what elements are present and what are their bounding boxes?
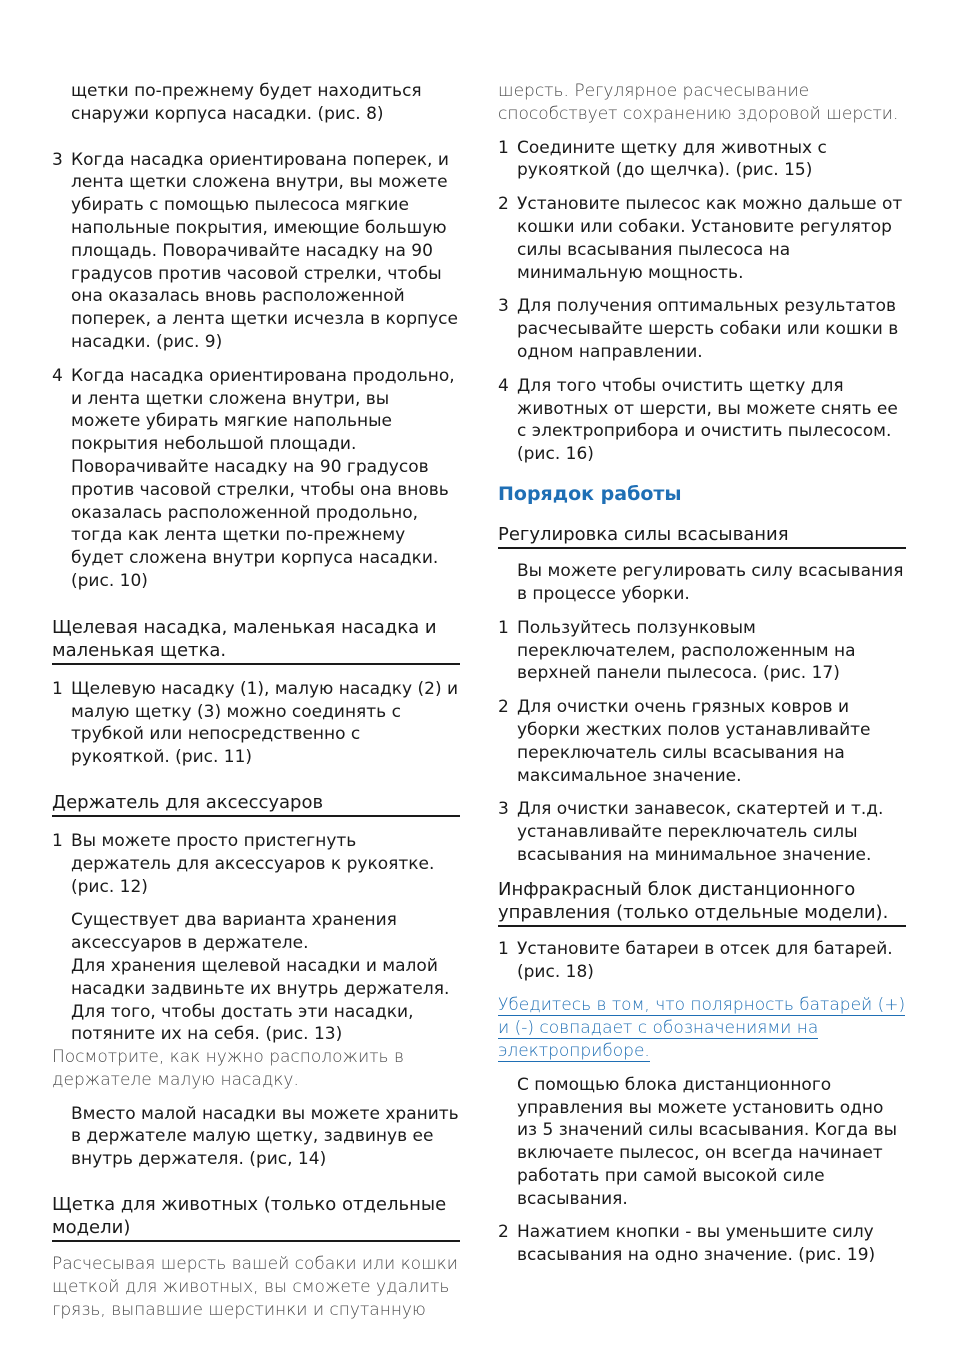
- step-number: 4: [52, 365, 63, 386]
- step-1: [52, 830, 460, 898]
- left-column: [52, 80, 460, 1321]
- step-4: [52, 365, 460, 593]
- step-2: [498, 696, 906, 787]
- info-paragraph: Посмотрите, как нужно расположить в держателе малую насадку.: [52, 1047, 404, 1090]
- paragraph: Вместо малой насадки вы можете хранить в держателе малую щетку, задвинув ее внутрь держателя. (рис, 14): [71, 1103, 459, 1170]
- step-text: Для очистки занавесок, скатертей и т.д. устанавливайте переключатель силы всасывания на минимальное значение.: [517, 799, 884, 865]
- subheading-accessory-holder: Держатель для аксессуаров: [52, 791, 460, 817]
- step-text: Соедините щетку для животных с рукояткой (до щелчка). (рис. 15): [517, 137, 827, 181]
- step-number: 2: [498, 697, 509, 718]
- subheading-crevice-nozzle: Щелевая насадка, маленькая насадка и маленькая щетка.: [52, 616, 460, 665]
- step-text: Когда насадка ориентирована поперек, и лента щетки сложена внутри, вы можете убирать с помощью пылесоса мягкие напольные покрытия, имеющие большую площадь. Поворачивайте насадку на 90 градусов против часовой стрелки, чтобы она оказалась вновь расположенной поперек, а лента щетки исчезла в корпусе насадки. (рис. 9): [71, 149, 458, 352]
- step-3: [498, 798, 906, 866]
- step-4: [498, 375, 906, 465]
- step-3: [52, 149, 460, 354]
- step-number: 3: [52, 149, 63, 170]
- step-1: [498, 617, 906, 685]
- subheading-suction-power: Регулировка силы всасывания: [498, 523, 906, 549]
- step-text: Установите пылесос как можно дальше от кошки или собаки. Установите регулятор силы всасывания пылесоса на минимальную мощность.: [517, 194, 903, 283]
- info-paragraph: шерсть. Регулярное расчесывание способствует сохранению здоровой шерсти.: [498, 81, 899, 124]
- step-2: [498, 193, 906, 284]
- subheading-pet-brush: Щетка для животных (только отдельные модели): [52, 1193, 460, 1242]
- step-number: 1: [498, 137, 509, 158]
- step-number: 2: [498, 194, 509, 215]
- subheading-remote-control: Инфракрасный блок дистанционного управления (только отдельные модели).: [498, 878, 906, 927]
- step-2: [498, 1221, 906, 1267]
- step-number: 3: [498, 296, 509, 317]
- step-text: Вы можете просто пристегнуть держатель для аксессуаров к рукоятке. (рис. 12): [71, 830, 435, 897]
- step-number: 2: [498, 1222, 509, 1243]
- step-text: Нажатием кнопки - вы уменьшите силу всасывания на одно значение. (рис. 19): [517, 1222, 876, 1266]
- step-text-clipped: (рис. 16): [517, 444, 594, 465]
- note-text: Убедитесь в том, что полярность батарей (+) и (-) совпадает с обозначениями на электроприборе.: [498, 995, 906, 1061]
- step-number: 1: [498, 938, 509, 959]
- step-text: Щелевую насадку (1), малую насадку (2) и малую щетку (3) можно соединять с трубкой или непосредственно с рукояткой. (рис. 11): [71, 678, 459, 768]
- step-text: Для очистки очень грязных ковров и уборки жестких полов устанавливайте переключатель силы всасывания на максимальное значение.: [517, 697, 871, 786]
- step-text: Установите батареи в отсек для батарей. (рис. 18): [517, 938, 893, 982]
- step-1: [498, 137, 906, 183]
- step-3: [498, 295, 906, 363]
- step-number: 4: [498, 375, 509, 396]
- paragraph: Для хранения щелевой насадки и малой насадки задвиньте их внутрь держателя. Для того, чтобы достать эти насадки, потяните их на себя. (рис. 13): [71, 955, 450, 1045]
- step-number: 1: [52, 678, 63, 699]
- step-number: 3: [498, 799, 509, 820]
- step-text: Когда насадка ориентирована продольно, и лента щетки сложена внутри, вы можете убирать мягкие напольные покрытия небольшой площади. Поворачивайте насадку на 90 градусов против часовой стрелки, чтобы она вновь оказалась расположенной продольно, тогда как лента щетки по-прежнему будет сложена внутри корпуса насадки. (рис. 10): [71, 365, 455, 591]
- step-number: 1: [52, 830, 63, 851]
- paragraph: С помощью блока дистанционного управления вы можете установить одно из 5 значений силы всасывания. Когда вы включаете пылесос, он всегда начинает работать при самой высокой силе всасывания.: [517, 1074, 898, 1209]
- right-column: [498, 80, 906, 1267]
- step-1: [498, 938, 906, 984]
- step-text: Для того чтобы очистить щетку для животных от шерсти, вы можете снять ее с электроприбора и очистить пылесосом.: [517, 375, 898, 442]
- paragraph: Существует два варианта хранения аксессуаров в держателе.: [71, 910, 397, 954]
- section-heading: Порядок работы: [498, 483, 682, 506]
- step-text: Для получения оптимальных результатов расчесывайте шерсть собаки или кошки в одном направлении.: [517, 296, 899, 362]
- paragraph: Вы можете регулировать силу всасывания в процессе уборки.: [517, 561, 904, 604]
- info-paragraph: Расчесывая шерсть вашей собаки или кошки щеткой для животных, вы сможете удалить грязь, выпавшие шерстинки и спутанную: [52, 1254, 458, 1320]
- paragraph: щетки по-прежнему будет находиться снаружи корпуса насадки. (рис. 8): [71, 81, 422, 124]
- note-paragraph: [498, 994, 906, 1062]
- step-text: Пользуйтесь ползунковым переключателем, расположенным на верхней панели пылесоса. (рис. 17): [517, 617, 856, 684]
- step-1: [52, 678, 460, 769]
- step-number: 1: [498, 617, 509, 638]
